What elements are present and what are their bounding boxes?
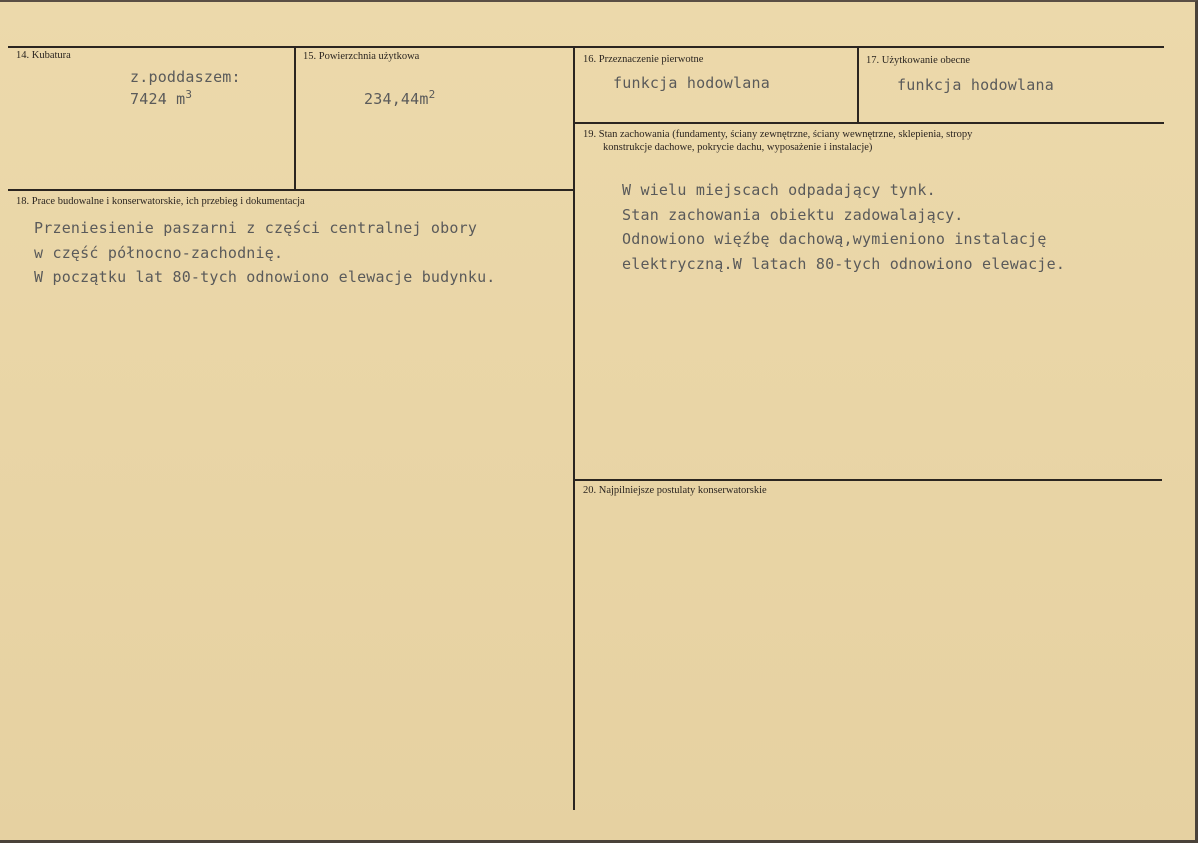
field-19-line: Odnowiono więźbę dachową,wymieniono instalację: [622, 230, 1047, 248]
field-19-line: Stan zachowania obiektu zadowalający.: [622, 205, 964, 224]
field-18-label: 18. Prace budowalne i konserwatorskie, ich przebieg i dokumentacja: [16, 196, 305, 207]
rule-19: [575, 122, 1164, 124]
field-15-label: 15. Powierzchnia użytkowa: [303, 51, 420, 62]
field-19-line: W wielu miejscach odpadający tynk.: [622, 181, 936, 199]
divider-14-15: [294, 46, 296, 189]
field-16-label: 16. Przeznaczenie pierwotne: [583, 54, 704, 65]
field-14-value-line2: [130, 88, 192, 108]
volume-unit-exponent: 3: [185, 88, 193, 101]
field-19-text: [622, 178, 1065, 276]
area-unit-exponent: 2: [428, 88, 436, 101]
field-18-line: w część północno-zachodnię.: [34, 243, 284, 262]
center-divider: [573, 46, 575, 810]
field-17-label: 17. Użytkowanie obecne: [866, 55, 971, 66]
divider-16-17: [857, 46, 859, 122]
field-18-line: Przeniesienie paszarni z części centralnej obory: [34, 219, 478, 237]
field-20-label: 20. Najpilniejsze postulaty konserwatorskie: [583, 485, 767, 496]
field-16-value: funkcja hodowlana: [613, 74, 770, 92]
field-14-label: 14. Kubatura: [16, 50, 71, 61]
field-14-value-line1: z.poddaszem:: [130, 68, 241, 86]
rule-20: [575, 479, 1162, 481]
field-15-value: [364, 88, 435, 108]
rule-18: [8, 189, 574, 191]
top-rule: [8, 46, 1164, 48]
field-18-line: W początku lat 80-tych odnowiono elewacje budynku.: [34, 268, 496, 286]
field-19-label-line1: 19. Stan zachowania (fundamenty, ściany zewnętrzne, ściany wewnętrzne, sklepienia, stropy: [583, 129, 973, 140]
field-19-line: elektryczną.W latach 80-tych odnowiono elewacje.: [622, 254, 1066, 273]
volume-value: 7424 m: [130, 90, 186, 108]
field-18-text: [34, 216, 496, 290]
area-value: 234,44m: [364, 90, 429, 108]
field-19-label-line2: konstrukcje dachowe, pokrycie dachu, wyposażenie i instalacje): [603, 142, 873, 153]
field-17-value: funkcja hodowlana: [897, 76, 1054, 94]
